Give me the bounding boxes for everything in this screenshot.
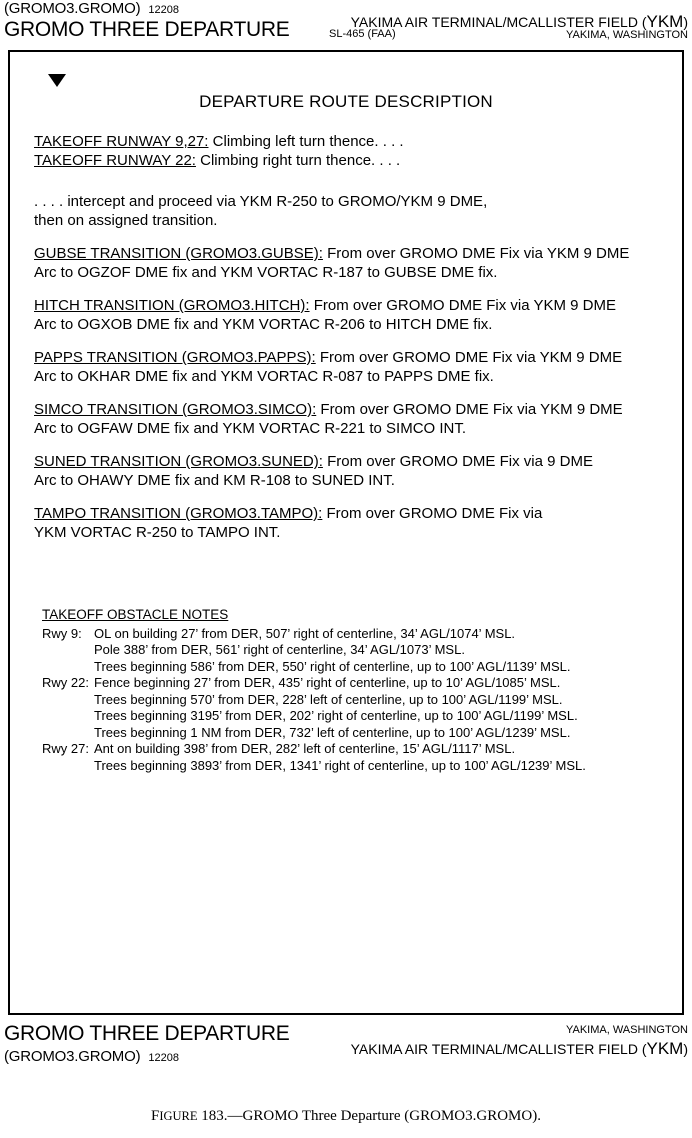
obstacle-row: [42, 642, 662, 659]
footer-chart-number: 12208: [148, 1052, 179, 1064]
transition-gubse-line-1: [34, 244, 664, 263]
takeoff-runway-927-text: Climbing left turn thence. . . .: [208, 133, 404, 150]
obstacle-row-text: Pole 388’ from DER, 561’ right of centerline, 34’ AGL/1073’ MSL.: [94, 642, 465, 657]
footer-airport-paren: ): [683, 1041, 688, 1057]
figure-caption: [0, 1108, 692, 1125]
footer-city-state: YAKIMA, WASHINGTON: [565, 1024, 688, 1036]
obstacle-row-text: Trees beginning 1 NM from DER, 732’ left of centerline, up to 100’ AGL/1239’ MSL.: [94, 724, 571, 740]
obstacle-row-text: Ant on building 398’ from DER, 282’ left of centerline, 15’ AGL/1117’ MSL.: [94, 741, 516, 756]
obstacle-row-text: Trees beginning 3893’ from DER, 1341’ right of centerline, up to 100’ AGL/1239’ MSL.: [94, 757, 586, 773]
departure-description-frame: [8, 50, 684, 1015]
figure-caption-text: —GROMO Three Departure (GROMO3.GROMO).: [227, 1108, 541, 1124]
obstacle-row: [42, 741, 662, 758]
takeoff-obstacle-notes-title: TAKEOFF OBSTACLE NOTES: [42, 607, 229, 622]
takeoff-runway-927-label: TAKEOFF RUNWAY 9,27:: [34, 133, 209, 150]
takeoff-runway-22-label: TAKEOFF RUNWAY 22:: [34, 152, 196, 169]
obstacle-row-label: Rwy 9:: [42, 625, 82, 641]
transition-suned-line-2: Arc to OHAWY DME fix and KM R-108 to SUNED INT.: [34, 472, 395, 489]
transition-gubse: [34, 244, 664, 282]
footer-airport-ident: YKM: [646, 1039, 684, 1058]
takeoff-runway-22-line: [34, 151, 664, 170]
transition-simco: [34, 400, 664, 438]
transition-papps-line-2: Arc to OKHAR DME fix and YKM VORTAC R-087 to PAPPS DME fix.: [34, 368, 494, 385]
transition-hitch-label: HITCH TRANSITION (GROMO3.HITCH):: [34, 297, 310, 314]
obstacle-row: [42, 692, 662, 709]
transition-tampo: [34, 504, 664, 542]
header-chart-number: 12208: [148, 4, 179, 16]
header-procedure-id: (GROMO3.GROMO): [4, 0, 141, 17]
transition-tampo-line-1: [34, 504, 664, 523]
header-airport-ident: YKM: [646, 12, 684, 31]
transition-gubse-text-1: From over GROMO DME Fix via YKM 9 DME: [322, 245, 630, 262]
transition-hitch-text-1: From over GROMO DME Fix via YKM 9 DME: [309, 297, 616, 314]
transition-simco-line-1: [34, 400, 664, 419]
header-city-state: YAKIMA, WASHINGTON: [565, 29, 688, 41]
spacer: [34, 170, 664, 192]
transition-tampo-line-2: YKM VORTAC R-250 to TAMPO INT.: [34, 524, 281, 541]
transition-hitch: [34, 296, 664, 334]
transition-papps-text-1: From over GROMO DME Fix via YKM 9 DME: [315, 349, 623, 366]
intercept-line-1: . . . . intercept and proceed via YKM R-250 to GROMO/YKM 9 DME,: [34, 193, 488, 210]
footer-airport-name: YAKIMA AIR TERMINAL/MCALLISTER FIELD (: [350, 1041, 647, 1057]
obstacle-row: [42, 659, 662, 676]
transition-hitch-line-2: Arc to OGXOB DME fix and YKM VORTAC R-206 to HITCH DME fix.: [34, 316, 493, 333]
header-airport-paren: ): [683, 14, 688, 30]
transition-tampo-text-1: From over GROMO DME Fix via: [322, 505, 543, 522]
transition-suned: [34, 452, 664, 490]
transition-simco-label: SIMCO TRANSITION (GROMO3.SIMCO):: [34, 401, 317, 418]
figure-label-first-letter: F: [151, 1108, 160, 1124]
transition-simco-line-2: Arc to OGFAW DME fix and YKM VORTAC R-221 to SIMCO INT.: [34, 420, 467, 437]
transition-suned-label: SUNED TRANSITION (GROMO3.SUNED):: [34, 453, 323, 470]
transition-tampo-label: TAMPO TRANSITION (GROMO3.TAMPO):: [34, 505, 323, 522]
transition-hitch-line-1: [34, 296, 664, 315]
takeoff-obstacle-notes: [42, 607, 662, 774]
intercept-line-2: then on assigned transition.: [34, 212, 218, 229]
takeoff-runway-927-line: [34, 132, 664, 151]
bottom-header: [4, 1022, 688, 1072]
footer-airport-line: [351, 1039, 688, 1059]
transition-suned-text-1: From over GROMO DME Fix via 9 DME: [322, 453, 593, 470]
top-header: [4, 0, 688, 48]
obstacle-row-text: Fence beginning 27’ from DER, 435’ right of centerline, up to 10’ AGL/1085’ MSL.: [94, 675, 561, 690]
figure-label-rest: IGURE: [159, 1109, 198, 1123]
obstacle-row: [42, 675, 662, 692]
obstacle-row: [42, 708, 662, 725]
header-procedure-name: GROMO THREE DEPARTURE: [4, 18, 290, 41]
transition-gubse-line-2: Arc to OGZOF DME fix and YKM VORTAC R-187 to GUBSE DME fix.: [34, 264, 498, 281]
takeoff-runway-22-text: Climbing right turn thence. . . .: [195, 152, 401, 169]
footer-procedure-name: GROMO THREE DEPARTURE: [4, 1022, 290, 1045]
header-airport-name: YAKIMA AIR TERMINAL/MCALLISTER FIELD (: [350, 14, 647, 30]
transition-gubse-label: GUBSE TRANSITION (GROMO3.GUBSE):: [34, 245, 323, 262]
figure-number: 183.: [201, 1108, 228, 1124]
obstacle-row: [42, 758, 662, 775]
transition-papps-label: PAPPS TRANSITION (GROMO3.PAPPS):: [34, 349, 316, 366]
transition-simco-text-1: From over GROMO DME Fix via YKM 9 DME: [316, 401, 623, 418]
footer-procedure-id: (GROMO3.GROMO): [4, 1048, 141, 1065]
footer-procedure-id-line: [4, 1048, 179, 1065]
obstacle-row: [42, 725, 662, 742]
transition-suned-line-1: [34, 452, 664, 471]
header-procedure-id-line: [4, 0, 179, 17]
departure-route-description-title: DEPARTURE ROUTE DESCRIPTION: [199, 92, 493, 111]
transition-papps-line-1: [34, 348, 664, 367]
triangle-marker-icon: [48, 74, 66, 87]
obstacle-row-label: Rwy 27:: [42, 741, 89, 756]
obstacle-row-text: OL on building 27’ from DER, 507’ right of centerline, 34’ AGL/1074’ MSL.: [94, 625, 516, 641]
obstacle-row-text: Trees beginning 3195’ from DER, 202’ right of centerline, up to 100’ AGL/1199’ MSL.: [94, 708, 578, 723]
header-sl-number: SL-465 (FAA): [329, 28, 396, 40]
obstacle-row-text: Trees beginning 586’ from DER, 550’ right of centerline, up to 100’ AGL/1139’ MSL.: [94, 658, 571, 674]
transition-papps: [34, 348, 664, 386]
obstacle-row-text: Trees beginning 570’ from DER, 228’ left of centerline, up to 100’ AGL/1199’ MSL.: [94, 691, 563, 707]
obstacle-row: [42, 626, 662, 643]
departure-route-body: [34, 132, 664, 542]
obstacle-row-label: Rwy 22:: [42, 675, 89, 690]
